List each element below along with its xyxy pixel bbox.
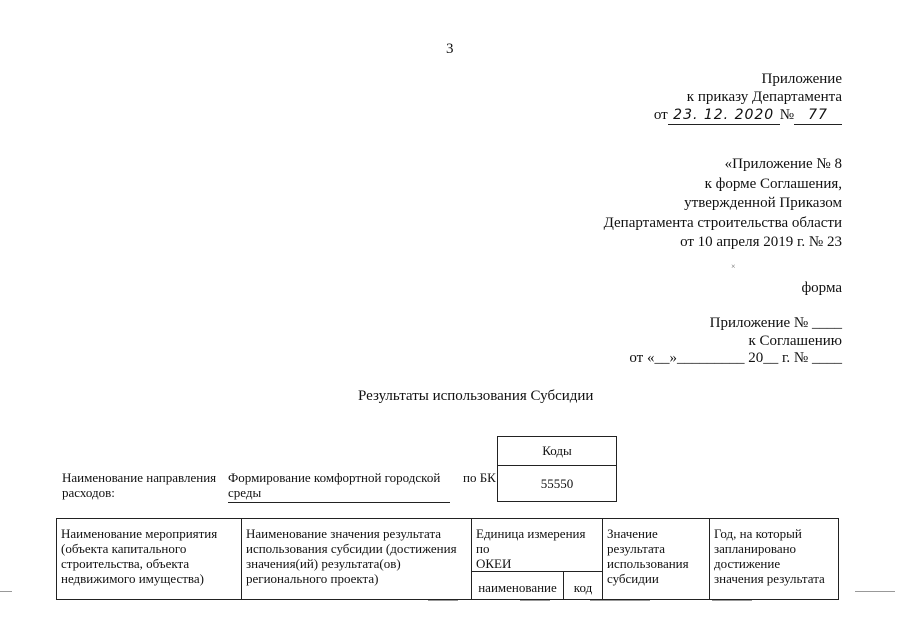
header-target-year-l2: запланировано: [714, 541, 797, 556]
codes-table: [497, 436, 617, 502]
header-target-year: [710, 519, 839, 600]
scan-mark: [712, 600, 752, 601]
header-result-value-l2: результата: [607, 541, 666, 556]
results-table: [56, 518, 839, 600]
number-prefix: №: [779, 107, 794, 123]
direction-label: [62, 470, 216, 500]
header-event-name-l1: Наименование мероприятия: [61, 526, 218, 541]
bk-label: по БК: [463, 470, 496, 485]
direction-label-line2: расходов:: [62, 485, 115, 500]
direction-label-line1: Наименование направления: [62, 470, 217, 485]
header-unit-name: наименование: [472, 572, 564, 600]
agreement-appendix: [629, 315, 842, 368]
header-event-name-l2: (объекта капитального: [61, 541, 187, 556]
header-result-name: [242, 519, 472, 600]
appendix8-line5: от 10 апреля 2019 г. № 23: [680, 234, 842, 250]
scan-mark: [520, 600, 550, 601]
agreement-appendix-line2: к Соглашению: [748, 332, 842, 349]
appendix-header-date-line: [654, 106, 842, 125]
form-label: форма: [801, 280, 842, 296]
scan-mark: [0, 591, 12, 592]
appendix8-line2: к форме Соглашения,: [704, 175, 842, 192]
appendix8-line3: утвержденной Приказом: [684, 195, 842, 211]
handwritten-number: 77: [794, 106, 842, 125]
header-result-value-l4: субсидии: [607, 571, 659, 586]
header-event-name-l3: строительства, объекта: [61, 556, 190, 571]
direction-value: [228, 470, 450, 503]
scan-mark: [590, 600, 650, 601]
header-result-name-l4: регионального проекта): [246, 571, 379, 586]
date-prefix: от: [653, 107, 668, 123]
header-target-year-l1: Год, на который: [714, 526, 802, 541]
appendix-header: [654, 70, 842, 125]
agreement-appendix-line3: от «__»_________ 20__ г. № ____: [629, 350, 842, 366]
direction-value-line1: Формирование комфортной городской: [228, 470, 441, 485]
page-number: 3: [446, 41, 454, 57]
header-result-value-l3: использования: [607, 556, 689, 571]
scan-speck: ×: [731, 262, 736, 271]
header-result-value: [603, 519, 710, 600]
scan-mark: [855, 591, 895, 592]
header-unit: [472, 519, 603, 572]
appendix-header-line1: Приложение: [761, 71, 842, 87]
header-target-year-l4: значения результата: [714, 571, 825, 586]
codes-bk-value: 55550: [498, 466, 617, 502]
header-result-name-l1: Наименование значения результата: [246, 526, 442, 541]
header-unit-code: код: [564, 572, 603, 600]
codes-header: Коды: [498, 437, 617, 466]
header-result-value-l1: Значение: [607, 526, 658, 541]
header-target-year-l3: достижение: [714, 556, 781, 571]
header-result-name-l3: значения(ий) результата(ов): [246, 556, 401, 571]
handwritten-date: 23. 12. 2020: [668, 106, 780, 125]
appendix8-line4: Департамента строительства области: [603, 214, 842, 231]
agreement-appendix-line1: Приложение № ____: [709, 315, 842, 331]
header-event-name-l4: недвижимого имущества): [61, 571, 204, 586]
header-unit-l2: ОКЕИ: [476, 556, 512, 571]
appendix-header-line2: к приказу Департамента: [686, 89, 842, 105]
header-result-name-l2: использования субсидии (достижения: [246, 541, 457, 556]
document-title: Результаты использования Субсидии: [358, 388, 594, 404]
scan-mark: [428, 600, 458, 601]
appendix8-line1: «Приложение № 8: [724, 156, 842, 172]
header-unit-l1: Единица измерения по: [476, 526, 586, 556]
direction-value-line2: среды: [228, 485, 262, 500]
appendix8-block: [604, 155, 842, 253]
header-event-name: [57, 519, 242, 600]
